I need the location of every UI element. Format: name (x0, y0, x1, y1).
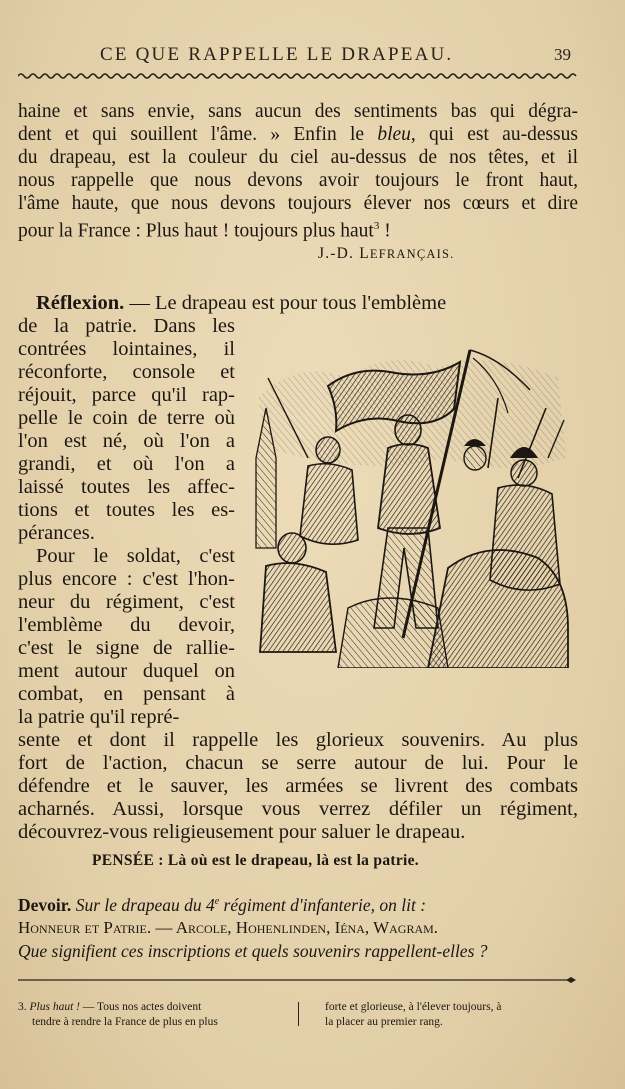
footnote-left-2: tendre à rendre la France de plus en plus (32, 1016, 218, 1028)
reflexion-wide-line: défendre et le sauver, les armées se livrent des combats (18, 775, 578, 797)
devoir-label: Devoir. (18, 895, 72, 915)
footnote-column-separator (298, 1002, 299, 1026)
intro-line-3: du drapeau, est la couleur du ciel au-dessus de nos têtes, et il (18, 147, 578, 168)
intro-line-6-text: pour la France : Plus haut ! toujours plus haut (18, 220, 374, 242)
devoir-italic-b: régiment d'infanterie, on lit : (219, 895, 427, 915)
devoir-inscriptions: Honneur et Patrie. — Arcole, Hohenlinden, Iéna, Wagram. (18, 918, 439, 937)
intro-line-2-rest: , qui est au-dessus (410, 124, 578, 145)
reflexion-wide-line: acharnés. Aussi, lorsque vous verrez défiler un régiment, (18, 798, 578, 820)
header-wavy-rule (18, 72, 580, 80)
reflexion-narrow-line: Pour le soldat, c'est (36, 545, 235, 567)
footnote-left-1 (18, 1000, 201, 1015)
intro-end: ! (379, 220, 391, 242)
reflexion-narrow-line: pelle le coin de terre où (18, 407, 235, 429)
reflexion-narrow-line: réjouit, parce qu'il rap- (18, 384, 235, 406)
reflexion-narrow-line: l'on est né, où l'on a (18, 430, 235, 452)
devoir-italic-a: Sur le drapeau du 4 (71, 895, 215, 915)
intro-line-4: nous rappelle que nous devons avoir toujours le front haut, (18, 170, 578, 191)
reflexion-wide-line: fort de l'action, chacun se serre autour de lui. Pour le (18, 752, 578, 774)
devoir-line-1 (18, 895, 426, 916)
author-signature (318, 245, 454, 263)
intro-line-2 (18, 123, 578, 146)
intro-line-2-text: dent et qui souillent l'âme. » Enfin le (18, 124, 365, 145)
footnote-rule (18, 976, 578, 984)
reflexion-narrow-line: combat, en pensant à (18, 683, 235, 705)
reflexion-narrow-line: réconforte, console et (18, 361, 235, 383)
reflexion-narrow-line: de la patrie. Dans les (18, 315, 235, 337)
reflexion-narrow-line: ment autour duquel on (18, 660, 235, 682)
devoir-sup: e (214, 896, 220, 908)
engraving-svg (248, 338, 576, 668)
reflexion-narrow-line: tions et toutes les es- (18, 499, 235, 521)
page-number: 39 (554, 45, 571, 64)
reflexion-wide-line: découvrez-vous religieusement pour saluer le drapeau. (18, 821, 466, 843)
reflexion-narrow-line: pérances. (18, 522, 95, 544)
reflexion-first-rest: — Le drapeau est pour tous l'emblème (124, 292, 447, 314)
footnote-left-1-text: — Tous nos actes doivent (79, 1001, 202, 1013)
signature-initials: J.-D. L (318, 245, 370, 262)
reflexion-narrow-line: laissé toutes les affec- (18, 476, 235, 498)
footnote-italic: Plus haut ! (29, 1001, 80, 1013)
devoir-question-text: Que signifient ces inscriptions et quels souvenirs rappellent-elles ? (18, 941, 488, 961)
intro-line-1: haine et sans envie, sans aucun des sentiments bas qui dégra- (18, 101, 578, 122)
reflexion-narrow-line: c'est le signe de rallie- (18, 637, 235, 659)
reflexion-label: Réflexion. (36, 292, 125, 314)
reflexion-narrow-line: la patrie qu'il repré- (18, 706, 180, 728)
signature-rest: EFRANÇAIS. (369, 247, 455, 261)
footnote-mark: 3 (373, 220, 380, 232)
intro-line-6 (18, 215, 578, 243)
running-header (0, 44, 625, 70)
reflexion-narrow-line: grandi, et où l'on a (18, 453, 235, 475)
reflexion-narrow-line: neur du régiment, c'est (18, 591, 235, 613)
intro-bleu: bleu (377, 124, 411, 145)
reflexion-narrow-line: contrées lointaines, il (18, 338, 235, 360)
battle-flag-illustration (248, 338, 576, 668)
pensee: PENSÉE : Là où est le drapeau, là est la patrie. (92, 852, 419, 869)
reflexion-narrow-line: plus encore : c'est l'hon- (18, 568, 235, 590)
footnote-number: 3. (18, 1001, 27, 1013)
footnote-right-2: la placer au premier rang. (325, 1016, 443, 1028)
reflexion-first-line (36, 292, 578, 315)
reflexion-wide-line: sente et dont il rappelle les glorieux souvenirs. Au plus (18, 729, 578, 751)
footnote-right-1: forte et glorieuse, à l'élever toujours, à (325, 1001, 502, 1013)
chapter-title: CE QUE RAPPELLE LE DRAPEAU. (100, 44, 454, 65)
devoir-question (18, 941, 488, 962)
reflexion-narrow-line: l'emblème du devoir, (18, 614, 235, 636)
intro-line-5: l'âme haute, que nous devons toujours élever nos cœurs et dire (18, 193, 578, 214)
